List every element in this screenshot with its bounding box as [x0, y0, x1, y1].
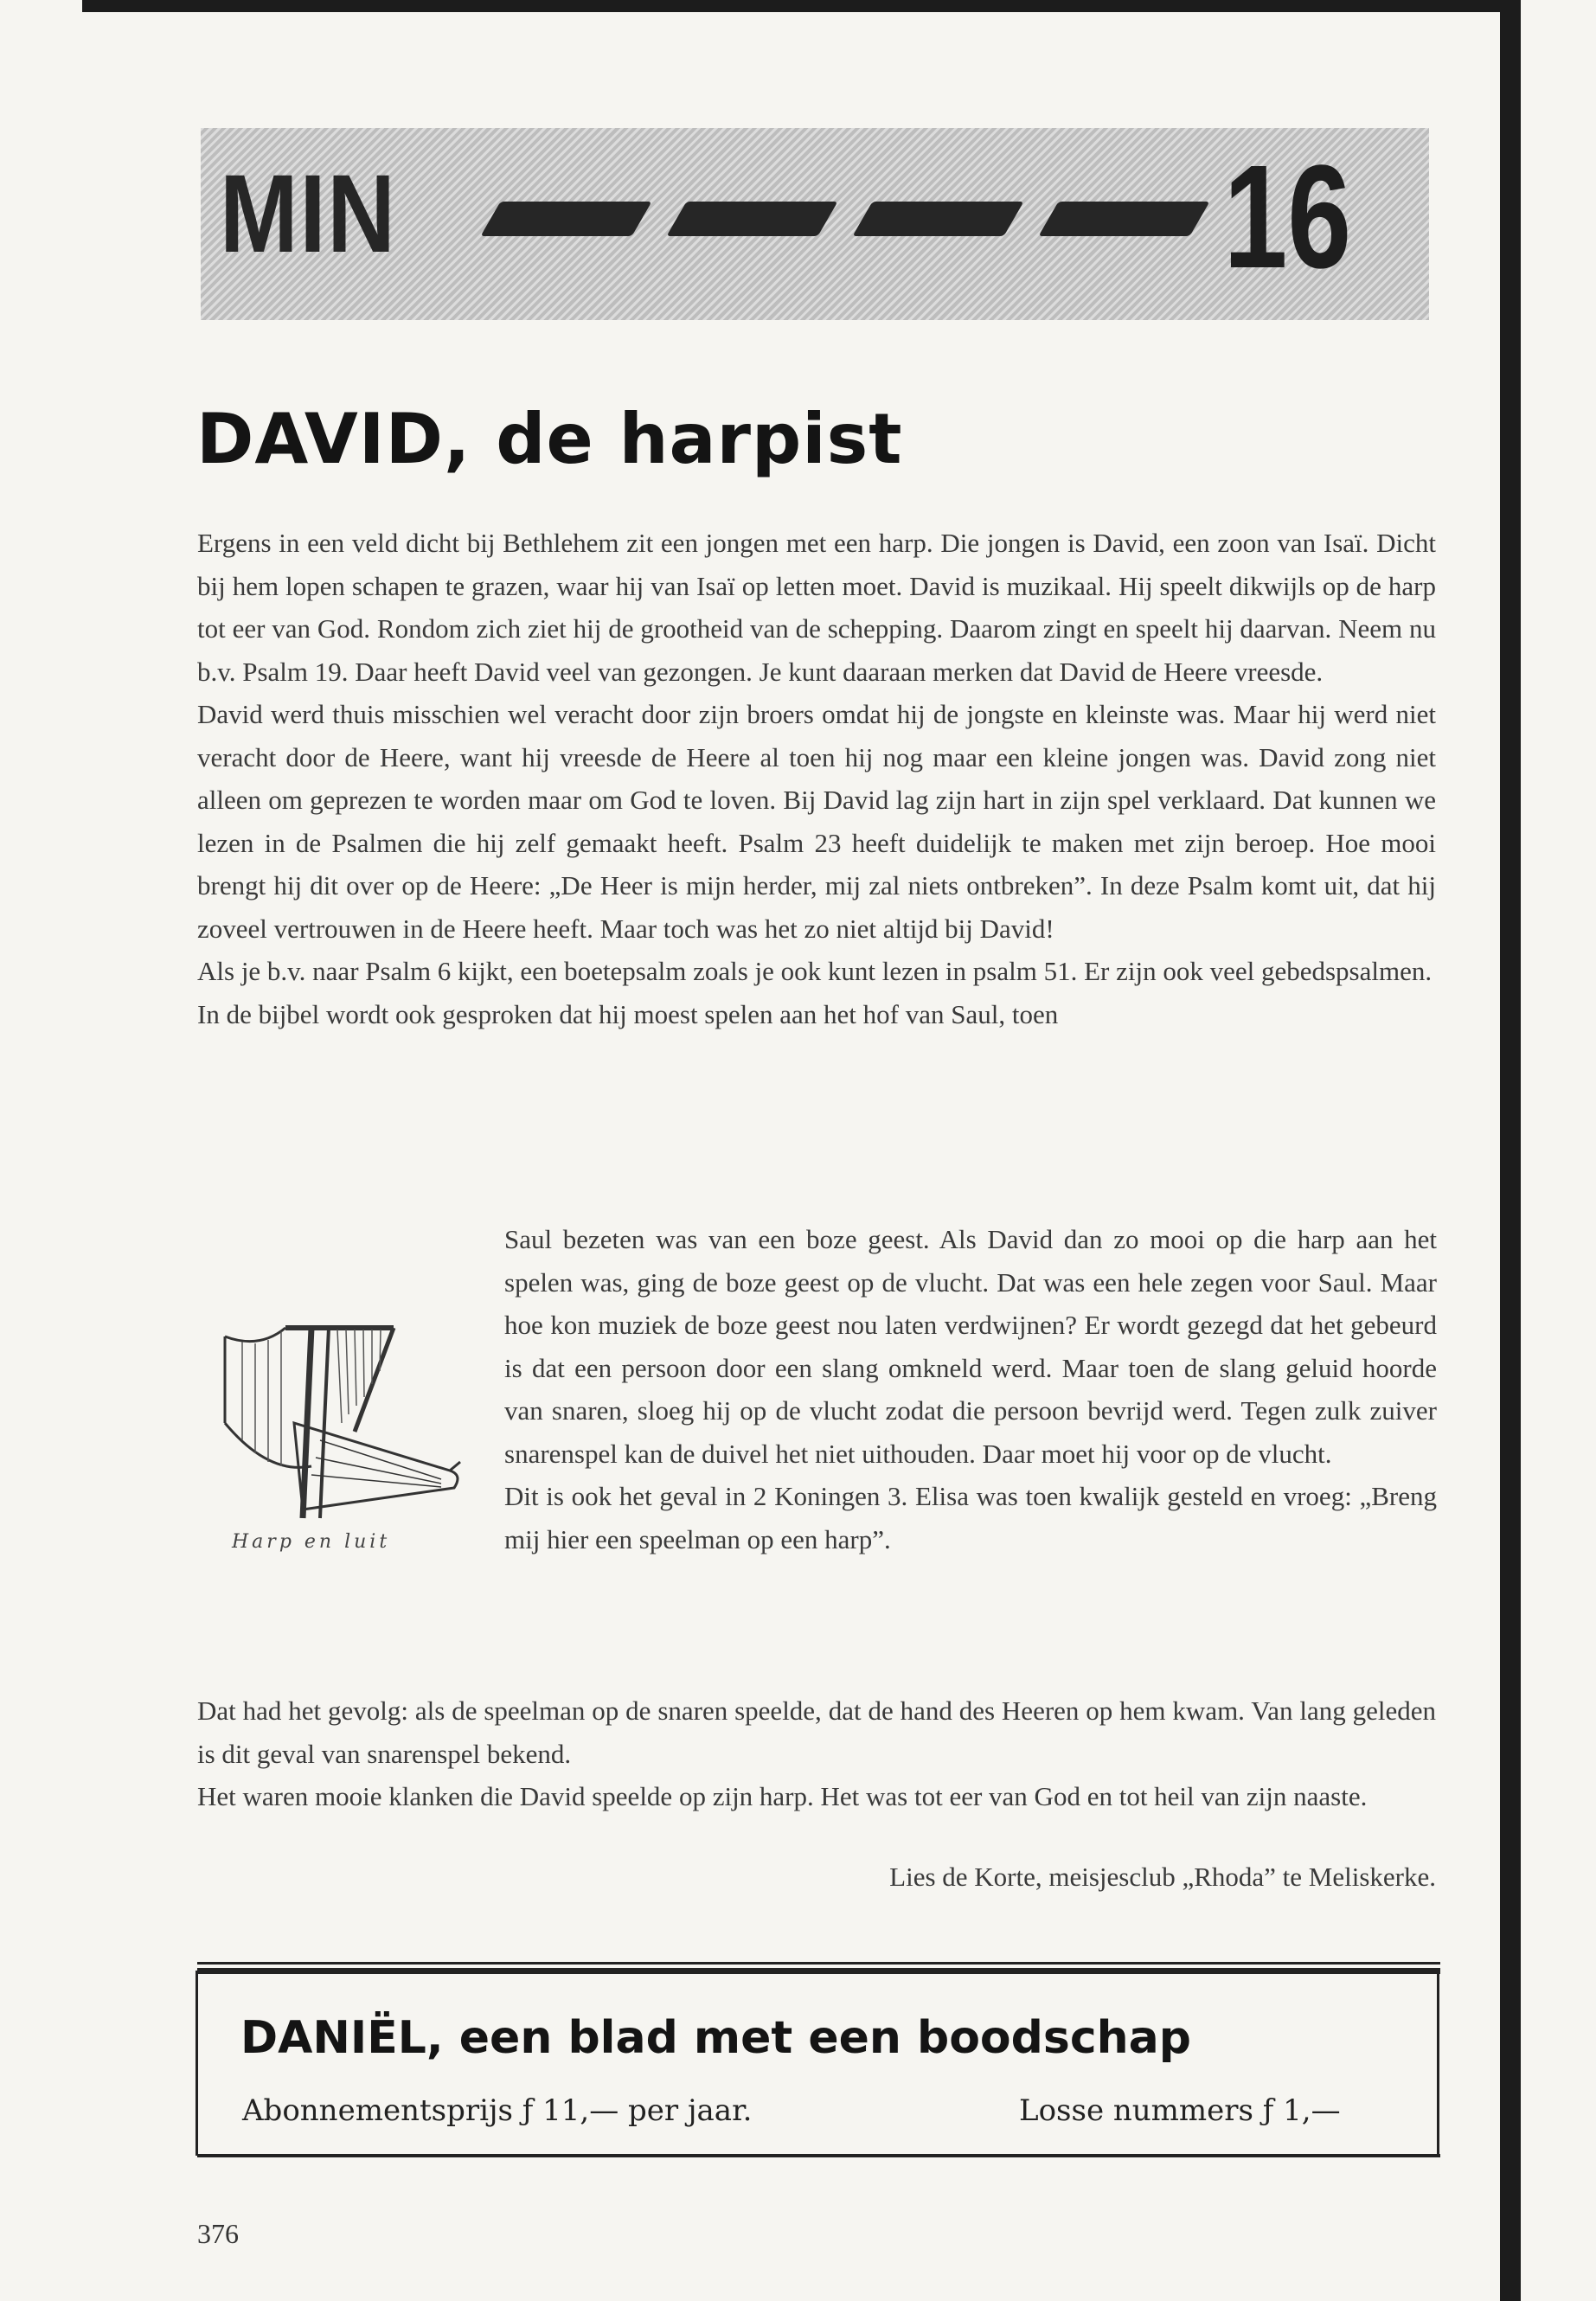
banner-dash — [1038, 202, 1209, 236]
banner-dash — [852, 202, 1023, 236]
scan-border-right — [1500, 0, 1521, 2301]
banner-dash — [480, 202, 651, 236]
article-paragraph: Als je b.v. naar Psalm 6 kijkt, een boetepsalm zoals je ook kunt lezen in psalm 51. Er zijn ook veel gebedspsalmen. — [197, 956, 1433, 986]
banner-left-text: MIN — [220, 152, 397, 276]
article-body-top — [197, 522, 1436, 1035]
figure-caption: Harp en luit — [232, 1531, 391, 1553]
article-paragraph: David werd thuis misschien wel veracht door zijn broers omdat hij de jongste en kleinste was. Maar hij werd niet veracht door de Heere, want hij vreesde de Heere al toen hij nog maar een kleine jongen was. David zong niet alleen om geprezen te worden maar om God te loven. Bij David lag zijn hart in zijn spel verklaard. Dat kunnen we lezen in de Psalmen die hij zelf gemaakt heeft. Psalm 23 heeft duidelijk te maken met zijn beroep. Hoe mooi brengt hij dit over op de Heere: „De Heer is mijn herder, mij zal niets ontbreken”. In deze Psalm komt uit, dat hij zoveel vertrouwen in de Heere heeft. Maar toch was het zo niet altijd bij David! — [197, 699, 1436, 944]
harp-drawing — [225, 1328, 394, 1518]
article-paragraph: Dat had het gevolg: als de speelman op de snaren speelde, dat de hand des Heeren op hem kwam. Van lang geleden is dit geval van snarenspel bekend. — [197, 1695, 1436, 1769]
article-paragraph: In de bijbel wordt ook gesproken dat hij moest spelen aan het hof van Saul, toen — [197, 998, 1059, 1029]
banner-dash — [666, 202, 837, 236]
advert-border — [1437, 1971, 1439, 2156]
divider — [197, 2154, 1440, 2157]
article-body-float — [504, 1218, 1437, 1561]
scan-border-top — [82, 0, 1518, 12]
article-paragraph: Het waren mooie klanken die David speelde op zijn harp. Het was tot eer van God en tot heil van zijn naaste. — [197, 1781, 1368, 1811]
lute-drawing — [294, 1423, 460, 1509]
advert-subscription: Abonnementsprijs ƒ 11,— per jaar. — [242, 2093, 753, 2128]
advert-title: DANIËL, een blad met een boodschap — [240, 2012, 1191, 2064]
banner-right-text: 16 — [1223, 135, 1351, 299]
banner-dashes — [490, 202, 1217, 245]
article-paragraph: Ergens in een veld dicht bij Bethlehem zit een jongen met een harp. Die jongen is David, een zoon van Isaï. Dicht bij hem lopen schapen te grazen, waar hij van Isaï op letten moet. David is muzikaal. Hij speelt dikwijls op de harp tot eer van God. Rondom zich ziet hij de grootheid van de schepping. Daarom zingt en speelt hij daarvan. Neem nu b.v. Psalm 19. Daar heeft David veel van gezongen. Je kunt daaraan merken dat David de Heere vreesde. — [197, 528, 1436, 687]
harp-and-lute-illustration — [208, 1302, 467, 1535]
article-signature: Lies de Korte, meisjesclub „Rhoda” te Meliskerke. — [889, 1862, 1436, 1892]
article-body-lower — [197, 1689, 1436, 1818]
divider — [197, 1962, 1440, 1965]
header-banner — [201, 128, 1429, 320]
advert-single-issue: Losse nummers ƒ 1,— — [1019, 2093, 1341, 2128]
page-number: 376 — [197, 2218, 239, 2249]
divider — [197, 1968, 1440, 1974]
advert-border — [195, 1971, 198, 2156]
article-title: DAVID, de harpist — [196, 399, 903, 479]
article-paragraph: Dit is ook het geval in 2 Koningen 3. Elisa was toen kwalijk gesteld en vroeg: „Breng mij hier een speelman op een harp”. — [504, 1481, 1437, 1554]
article-paragraph: Saul bezeten was van een boze geest. Als David dan zo mooi op die harp aan het spelen was, ging de boze geest op de vlucht. Dat was een hele zegen voor Saul. Maar hoe kon muziek de boze geest nou laten verdwijnen? Er wordt gezegd dat het gebeurd is dat een persoon door een slang omkneld werd. Maar toen de slang geluid hoorde van snaren, sloeg hij op de vlucht zodat die persoon bevrijd werd. Tegen zulk zuiver snarenspel kan de duivel het niet uithouden. Daar moet hij voor op de vlucht. — [504, 1224, 1437, 1469]
